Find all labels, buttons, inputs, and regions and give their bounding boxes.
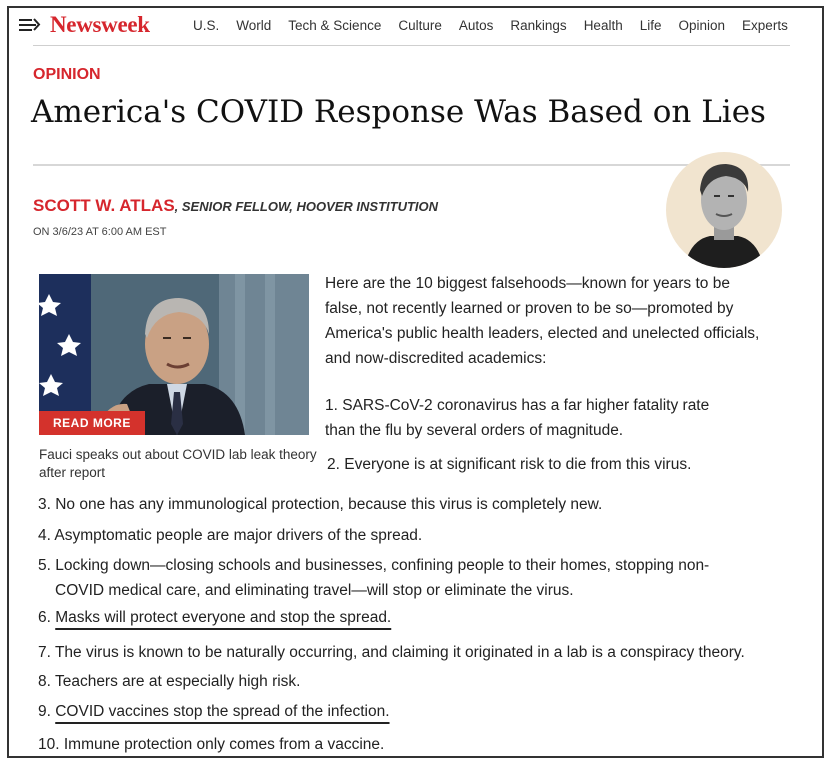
- list-item-1-line-2: than the flu by several orders of magnitude.: [325, 422, 624, 439]
- nav-link-health[interactable]: Health: [583, 18, 623, 33]
- list-item-6-number: 6.: [38, 609, 56, 626]
- list-item-6: [38, 606, 391, 630]
- list-item-1-line-1: 1. SARS-CoV-2 coronavirus has a far higher fatality rate: [325, 397, 710, 414]
- nav-link-life[interactable]: Life: [639, 18, 662, 33]
- list-item-4: 4. Asymptomatic people are major drivers of the spread.: [38, 527, 423, 544]
- list-item-8: 8. Teachers are at especially high risk.: [38, 673, 301, 690]
- author-portrait-icon: [666, 152, 782, 268]
- list-item-2: 2. Everyone is at significant risk to die from this virus.: [327, 456, 692, 473]
- list-item-7: 7. The virus is known to be naturally occurring, and claiming it originated in a lab is a conspiracy theory.: [38, 644, 745, 661]
- byline: [33, 196, 438, 216]
- newsweek-logo[interactable]: Newsweek: [50, 12, 150, 37]
- list-item-5-line-1: 5. Locking down—closing schools and businesses, confining people to their homes, stopping non-: [38, 557, 710, 574]
- list-item-9-number: 9.: [38, 703, 56, 720]
- nav-link-world[interactable]: World: [236, 18, 272, 33]
- article-headline: America's COVID Response Was Based on Lies: [31, 94, 766, 130]
- nav-link-experts[interactable]: Experts: [742, 18, 788, 33]
- screenshot-frame: [7, 6, 824, 758]
- list-item-5-line-2: COVID medical care, and eliminating travel—will stop or eliminate the virus.: [55, 582, 574, 599]
- author-avatar[interactable]: [666, 152, 782, 268]
- list-item-6-underlined-text: Masks will protect everyone and stop the spread.: [55, 609, 392, 626]
- author-name[interactable]: SCOTT W. ATLAS: [33, 196, 175, 215]
- read-more-button[interactable]: READ MORE: [39, 411, 145, 435]
- menu-icon[interactable]: [19, 16, 41, 34]
- headline-divider: [33, 164, 790, 166]
- list-item-9-underlined-text: COVID vaccines stop the spread of the infection.: [55, 703, 390, 720]
- section-kicker[interactable]: OPINION: [33, 66, 101, 83]
- nav-link-us[interactable]: U.S.: [193, 18, 220, 33]
- list-item-10: 10. Immune protection only comes from a vaccine.: [38, 736, 385, 753]
- top-navigation: [9, 8, 822, 44]
- nav-link-opinion[interactable]: Opinion: [678, 18, 726, 33]
- list-item-9: [38, 700, 390, 724]
- publish-date: ON 3/6/23 AT 6:00 AM EST: [33, 226, 167, 238]
- article-intro: Here are the 10 biggest falsehoods—known for years to be false, not recently learned or proven to be so—promoted by America's public health leaders, elected and unelected officials, and now-discredited academics:: [325, 275, 760, 367]
- author-title: , SENIOR FELLOW, HOOVER INSTITUTION: [174, 199, 439, 214]
- list-item-3: 3. No one has any immunological protection, because this virus is completely new.: [38, 496, 603, 513]
- nav-divider: [33, 45, 790, 46]
- nav-links: [193, 18, 805, 33]
- promo-caption[interactable]: Fauci speaks out about COVID lab leak theory after report: [39, 447, 317, 480]
- nav-link-autos[interactable]: Autos: [458, 18, 494, 33]
- nav-link-tech-science[interactable]: Tech & Science: [288, 18, 382, 33]
- nav-link-culture[interactable]: Culture: [398, 18, 442, 33]
- promo-image[interactable]: [39, 274, 309, 435]
- nav-link-rankings[interactable]: Rankings: [510, 18, 567, 33]
